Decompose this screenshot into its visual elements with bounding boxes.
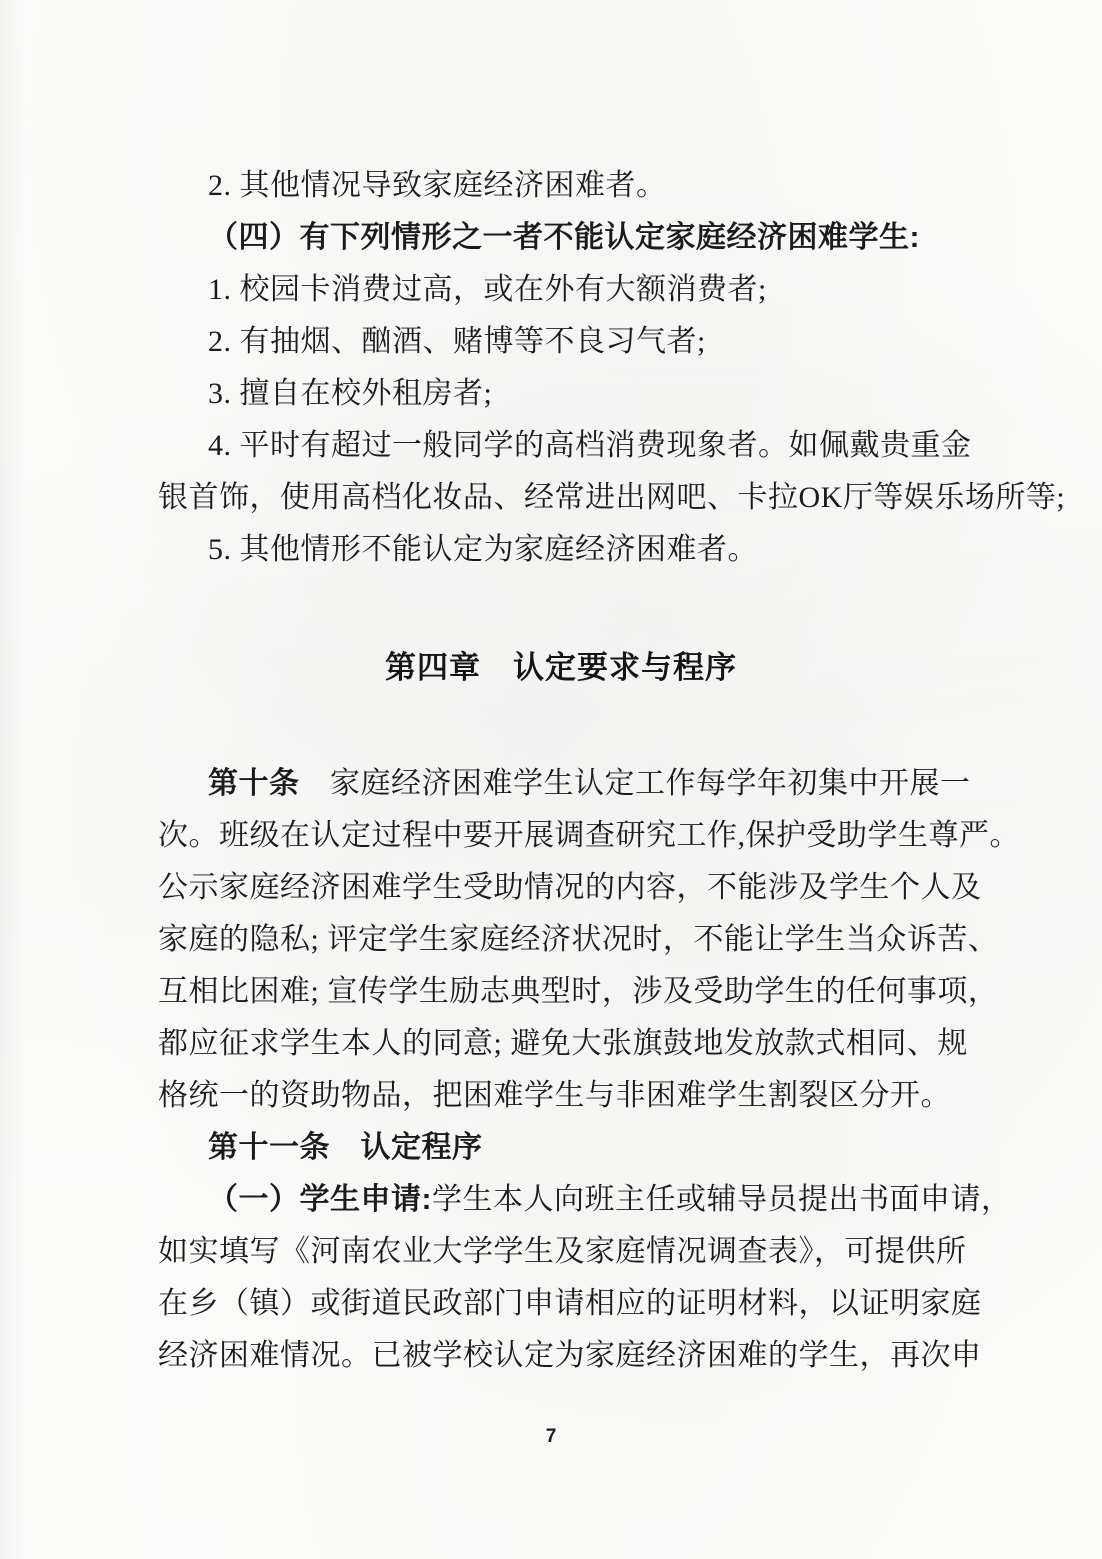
section-criteria-exclusions	[158, 160, 1066, 576]
article-ten-label: 第十条	[208, 767, 300, 800]
body-line: 互相比困难; 宣传学生励志典型时，涉及受助学生的任何事项，	[158, 975, 999, 1008]
spacer	[158, 694, 964, 758]
chapter-heading: 第四章 认定要求与程序	[385, 650, 737, 685]
spacer	[158, 576, 964, 642]
body-line: 5. 其他情形不能认定为家庭经济困难者。	[208, 533, 758, 566]
body-line: 如实填写《河南农业大学学生及家庭情况调查表》，可提供所	[158, 1235, 967, 1268]
subsection-heading-four: （四）有下列情形之一者不能认定家庭经济困难学生:	[208, 221, 920, 254]
student-application-text: 学生本人向班主任或辅导员提出书面申请，	[432, 1183, 1012, 1216]
article-eleven	[158, 1122, 1012, 1382]
body-line: 在乡（镇）或街道民政部门申请相应的证明材料，以证明家庭	[158, 1287, 982, 1320]
scan-edge-shadow	[0, 0, 26, 1559]
article-ten	[158, 758, 1020, 1122]
student-application-label: （一）学生申请:	[208, 1183, 432, 1216]
page-number: 7	[545, 1426, 557, 1447]
article-ten-text: 家庭经济困难学生认定工作每学年初集中开展一	[299, 767, 971, 800]
body-line: 公示家庭经济困难学生受助情况的内容，不能涉及学生个人及	[158, 871, 982, 904]
body-line: 都应征求学生本人的同意; 避免大张旗鼓地发放款式相同、规	[158, 1027, 968, 1060]
document-body	[158, 160, 1066, 1382]
body-line: 家庭的隐私; 评定学生家庭经济状况时，不能让学生当众诉苦、	[158, 923, 999, 956]
body-line: 3. 擅自在校外租房者;	[208, 377, 493, 410]
body-line: 银首饰，使用高档化妆品、经常进出网吧、卡拉OK厅等娱乐场所等;	[158, 481, 1066, 514]
article-ten-first-line	[158, 758, 971, 810]
body-line: 2. 有抽烟、酗酒、赌博等不良习气者;	[208, 325, 706, 358]
body-line: 1. 校园卡消费过高，或在外有大额消费者;	[208, 273, 767, 306]
body-line: 2. 其他情况导致家庭经济困难者。	[208, 169, 667, 202]
body-line: 经济困难情况。已被学校认定为家庭经济困难的学生，再次申	[158, 1339, 982, 1372]
article-eleven-heading: 第十一条 认定程序	[208, 1131, 483, 1164]
body-line: 4. 平时有超过一般同学的高档消费现象者。如佩戴贵重金	[208, 429, 972, 462]
body-line: 次。班级在认定过程中要开展调查研究工作,保护受助学生尊严。	[158, 819, 1020, 852]
article-eleven-first-line	[158, 1174, 1012, 1226]
body-line: 格统一的资助物品，把困难学生与非困难学生割裂区分开。	[158, 1079, 951, 1112]
